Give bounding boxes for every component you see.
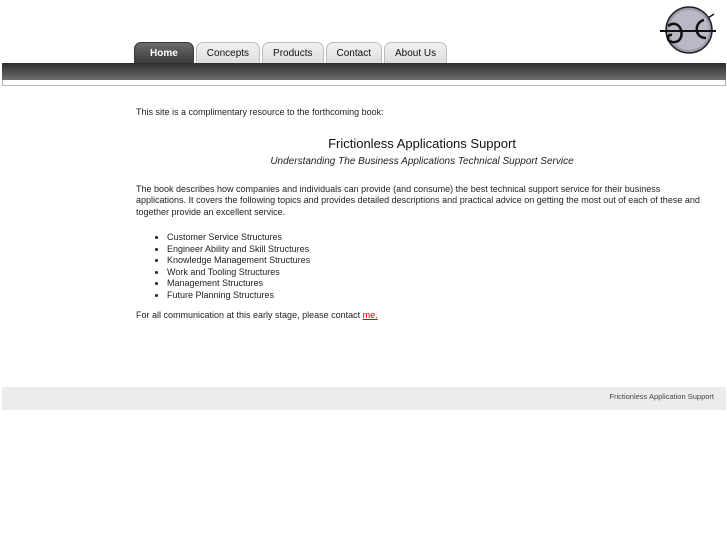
nav-bar [2, 63, 726, 80]
main-content [136, 107, 708, 322]
intro-text: This site is a complimentary resource to the forthcoming book: [136, 107, 384, 117]
main-nav-tabs [134, 42, 447, 64]
contact-line [136, 310, 708, 322]
tab-contact[interactable]: Contact [326, 42, 382, 64]
footer-text: Frictionless Application Support [609, 392, 714, 401]
book-title: Frictionless Applications Support [328, 135, 516, 151]
tab-home[interactable]: Home [134, 42, 194, 64]
list-item: • Work and Tooling Structures [167, 267, 708, 279]
list-item: • Management Structures [167, 278, 708, 290]
footer [2, 387, 726, 410]
book-description: The book describes how companies and individuals can provide (and consume) the best technical support service for their business applications. It covers the following topics and provides detailed descriptions and practical advice on getting the most out of each of these and together provide an excellent service. [136, 183, 700, 217]
list-item: • Customer Service Structures [167, 232, 708, 244]
tab-about-us[interactable]: About Us [384, 42, 447, 64]
list-item: • Future Planning Structures [167, 290, 708, 302]
nav-bar-underline [2, 80, 726, 86]
site-logo[interactable] [658, 4, 718, 56]
book-subtitle: Understanding The Business Applications Technical Support Service [270, 155, 574, 167]
dc-logo-icon [658, 4, 718, 56]
contact-me-link[interactable]: me. [362, 310, 378, 320]
tab-concepts[interactable]: Concepts [196, 42, 260, 64]
list-item: • Engineer Ability and Skill Structures [167, 244, 708, 256]
tab-products[interactable]: Products [262, 42, 323, 64]
topics-list [136, 232, 708, 301]
list-item: • Knowledge Management Structures [167, 255, 708, 267]
contact-prefix: For all communication at this early stage, please contact [136, 310, 363, 320]
